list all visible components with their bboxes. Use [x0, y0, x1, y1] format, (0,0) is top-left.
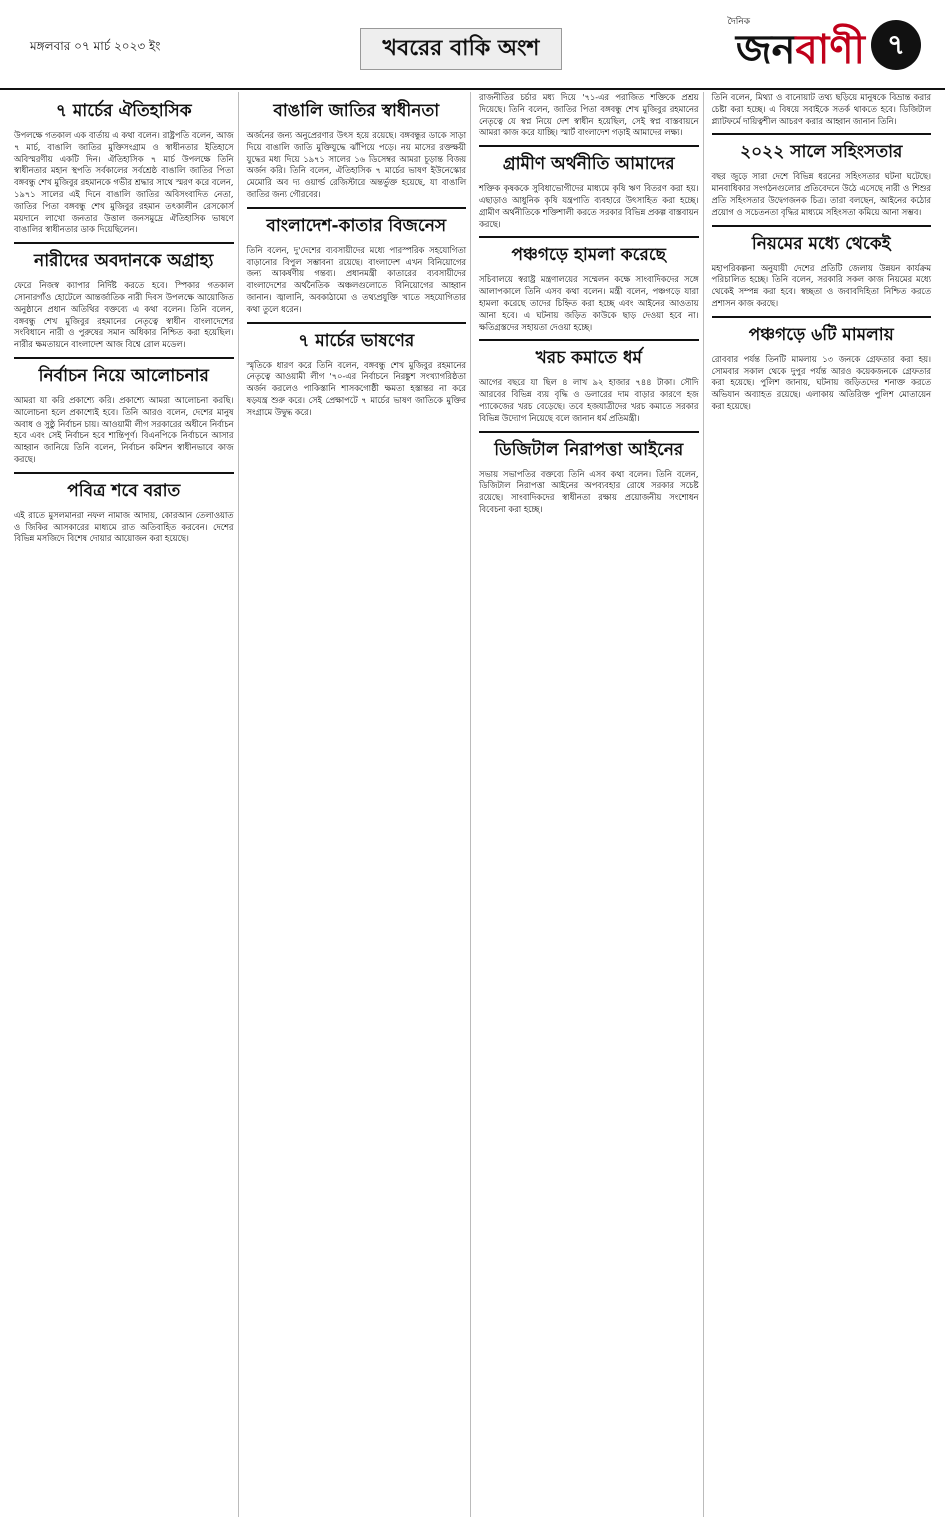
article — [479, 236, 699, 333]
logo-part-one: জন — [735, 27, 796, 73]
article — [247, 98, 467, 201]
article — [14, 242, 234, 351]
article-body: রোববার পর্যন্ত তিনটি মামলায় ১৩ জনকে গ্রেফতার করা হয়। সোমবার সকাল থেকে দুপুর পর্যন্ত আরও কয়েকজনকে গ্রেফতার করা হয়েছে। পুলিশ জানায়, ঘটনায় জড়িতদের শনাক্ত করতে অভিযান অব্যাহত রয়েছে। এলাকায় অতিরিক্ত পুলিশ মোতায়েন করা হয়েছে। — [711, 353, 931, 411]
article — [14, 357, 234, 466]
article — [14, 472, 234, 545]
article — [479, 92, 699, 139]
article-body: বছর জুড়ে সারা দেশে বিভিন্ন ধরনের সহিংসতার ঘটনা ঘটেছে। মানবাধিকার সংগঠনগুলোর প্রতিবেদনে উঠে এসেছে নারী ও শিশুর প্রতি সহিংসতার উদ্বেগজনক চিত্র। তারা বলছেন, আইনের কঠোর প্রয়োগ ও সচেতনতা বৃদ্ধির মাধ্যমে সহিংসতা কমিয়ে আনা সম্ভব। — [711, 171, 931, 217]
article-headline: পঞ্চগড়ে হামলা করেছে — [479, 236, 699, 270]
article-body: সভায় সভাপতির বক্তব্যে তিনি এসব কথা বলেন। তিনি বলেন, ডিজিটাল নিরাপত্তা আইনের অপব্যবহার রোধে সরকার সচেষ্ট রয়েছে। সাংবাদিকদের স্বাধীনতা রক্ষায় প্রয়োজনীয় সংশোধন বিবেচনা করা হচ্ছে। — [479, 468, 699, 514]
article-headline: নারীদের অবদানকে অগ্রাহ্য — [14, 242, 234, 276]
article-body: রাজনীতির চর্চার মধ্য দিয়ে '৭১-এর পরাজিত শক্তিকে প্রশ্রয় দিয়েছে। তিনি বলেন, জাতির পিতা বঙ্গবন্ধু শেখ মুজিবুর রহমানের নেতৃত্বে যে স্বপ্ন নিয়ে দেশ স্বাধীন হয়েছিল, সেই স্বপ্ন বাস্তবায়নে আমরা কাজ করে যাচ্ছি। স্মার্ট বাংলাদেশ গড়াই আমাদের লক্ষ্য। — [479, 92, 699, 138]
article — [247, 207, 467, 316]
article-columns — [10, 92, 935, 1517]
article — [712, 133, 932, 218]
article-headline: বাংলাদেশ-কাতার বিজনেস — [247, 207, 467, 241]
article-body: এই রাতে মুসলমানরা নফল নামাজ আদায়, কোরআন তেলাওয়াত ও জিকির আসকারের মাধ্যমে রাত অতিবাহিত করবেন। দেশের বিভিন্ন মসজিদে বিশেষ দোয়ার আয়োজন করা হয়েছে। — [14, 509, 234, 544]
column-1 — [10, 92, 239, 1517]
article-body: স্মৃতিকে ধারণ করে তিনি বলেন, বঙ্গবন্ধু শেখ মুজিবুর রহমানের নেতৃত্বে আওয়ামী লীগ '৭০-এর নির্বাচনে নিরঙ্কুশ সংখ্যাগরিষ্ঠতা অর্জন করলেও পাকিস্তানি শাসকগোষ্ঠী ক্ষমতা হস্তান্তর না করে ষড়যন্ত্র শুরু করে। সেই প্রেক্ষাপটে ৭ মার্চের ভাষণ জাতিকে মুক্তির সংগ্রামে উদ্বুদ্ধ করে। — [246, 359, 466, 417]
newspaper-logo — [736, 18, 865, 85]
article-body: উপলক্ষে গতকাল এক বার্তায় এ কথা বলেন। রাষ্ট্রপতি বলেন, আজ ৭ মার্চ, বাঙালি জাতির মুক্তিসংগ্রাম ও স্বাধীনতার ইতিহাসে অবিস্মরণীয় একটি দিন। ঐতিহাসিক ৭ মার্চ উপলক্ষে তিনি স্বাধীনতার মহান স্থপতি সর্বকালের সর্বশ্রেষ্ঠ বাঙালি জাতির পিতা বঙ্গবন্ধু শেখ মুজিবুর রহমানকে গভীর শ্রদ্ধার সাথে স্মরণ করে বলেন, ১৯৭১ সালের এই দিনে বাঙালি জাতির অবিসংবাদিত নেতা, জাতির পিতা বঙ্গবন্ধু শেখ মুজিবুর রহমান তৎকালীন রেসকোর্স ময়দানে লাখো জনতার উত্তাল জনসমুদ্রে ঐতিহাসিক ভাষণে বাঙালির স্বাধীনতার ডাক দিয়েছিলেন। — [14, 130, 234, 235]
article-body: আগের বছরে যা ছিল ৪ লাখ ৯২ হাজার ৭৪৪ টাকা। সৌদি আরবের বিভিন্ন ব্যয় বৃদ্ধি ও ডলারের দাম বাড়ার কারণে হজ প্যাকেজের খরচ বেড়েছে। তবে হজযাত্রীদের খরচ কমাতে সরকার বিভিন্ন উদ্যোগ নিয়েছে বলে জানান ধর্ম প্রতিমন্ত্রী। — [479, 377, 699, 423]
article-headline: ২০২২ সালে সহিংসতার — [712, 133, 932, 167]
column-4 — [708, 92, 936, 1517]
article-headline: পঞ্চগড়ে ৬টি মামলায় — [712, 316, 932, 350]
page-number: ৭ — [871, 20, 921, 70]
article-headline: পবিত্র শবে বরাত — [14, 472, 234, 506]
article-body: শক্তিক কৃষককে সুবিধাভোগীদের মাধ্যমে কৃষি ঋণ বিতরণ করা হয়। এছাড়াও আধুনিক কৃষি যন্ত্রপাতি ব্যবহারে উৎসাহিত করা হচ্ছে। গ্রামীণ অর্থনীতিকে শক্তিশালী করতে সরকার বিভিন্ন প্রকল্প বাস্তবায়ন করছে। — [479, 183, 699, 229]
article-headline: ডিজিটাল নিরাপত্তা আইনের — [479, 431, 699, 465]
section-banner: খবরের বাকি অংশ — [360, 28, 562, 70]
article-headline: গ্রামীণ অর্থনীতি আমাদের — [479, 145, 699, 179]
article-body: তিনি বলেন, মিথ্যা ও বানোয়াট তথ্য ছড়িয়ে মানুষকে বিভ্রান্ত করার চেষ্টা করা হচ্ছে। এ বিষয়ে সবাইকে সতর্ক থাকতে হবে। ডিজিটাল প্ল্যাটফর্মে দায়িত্বশীল আচরণ করার আহ্বান জানান তিনি। — [711, 92, 931, 126]
masthead — [0, 0, 945, 90]
article-headline: বাঙালি জাতির স্বাধীনতা — [273, 101, 440, 121]
article-headline: খরচ কমাতে ধর্ম — [479, 339, 699, 373]
article-body: আমরা যা করি প্রকাশ্যে করি। প্রকাশ্যে আমরা আলোচনা করছি। আলোচনা হলে প্রকাশ্যেই হবে। তিনি আরও বলেন, দেশের মানুষ অবাধ ও সুষ্ঠু নির্বাচন চায়। আওয়ামী লীগ সরকারের অধীনে নির্বাচন হবে এবং সেই নির্বাচন হবে শান্তিপূর্ণ। বিএনপিকে নির্বাচনে আসার আহ্বান জানিয়ে তিনি বলেন, নির্বাচন কমিশন স্বাধীনভাবে কাজ করছে। — [14, 394, 234, 464]
article — [712, 225, 932, 310]
article-headline: নির্বাচন নিয়ে আলোচনার — [14, 357, 234, 391]
article-body: অর্জনের জন্য অনুপ্রেরণার উৎস হয়ে রয়েছে। বঙ্গবন্ধুর ডাকে সাড়া দিয়ে বাঙালি জাতি মুক্তিযুদ্ধে ঝাঁপিয়ে পড়ে। নয় মাসের রক্তক্ষয়ী যুদ্ধের মধ্য দিয়ে ১৯৭১ সালের ১৬ ডিসেম্বর আমরা চূড়ান্ত বিজয় অর্জন করি। তিনি বলেন, ঐতিহাসিক ৭ মার্চের ভাষণ ইউনেস্কোর মেমোরি অব দ্য ওয়ার্ল্ড রেজিস্টারে অন্তর্ভুক্ত হয়েছে, যা বাঙালি জাতির জন্য গৌরবের। — [246, 130, 466, 199]
logo-part-two: বাণী — [795, 27, 865, 73]
column-3 — [475, 92, 704, 1517]
article-body: তিনি বলেন, দু'দেশের ব্যবসায়ীদের মধ্যে পারস্পরিক সহযোগিতা বাড়ানোর বিপুল সম্ভাবনা রয়েছে। বাংলাদেশ এখন বিনিয়োগের জন্য আকর্ষণীয় গন্তব্য। প্রধানমন্ত্রী কাতারের ব্যবসায়ীদের বাংলাদেশের অর্থনৈতিক অঞ্চলগুলোতে বিনিয়োগের আহ্বান জানান। জ্বালানি, অবকাঠামো ও তথ্যপ্রযুক্তি খাতে সহযোগিতার কথা তুলে ধরেন। — [246, 244, 466, 314]
issue-date: মঙ্গলবার ০৭ মার্চ ২০২৩ ইং — [30, 39, 161, 53]
article — [479, 145, 699, 230]
article-body: মহাপরিকল্পনা অনুযায়ী দেশের প্রতিটি জেলায় উন্নয়ন কার্যক্রম পরিচালিত হচ্ছে। তিনি বলেন, সরকারি সকল কাজ নিয়মের মধ্যে থেকেই সম্পন্ন করা হবে। স্বচ্ছতা ও জবাবদিহিতা নিশ্চিত করতে প্রশাসন কাজ করছে। — [711, 262, 931, 308]
article-body: সচিবালয়ে স্বরাষ্ট্র মন্ত্রণালয়ের সম্মেলন কক্ষে সাংবাদিকদের সঙ্গে আলাপকালে তিনি এসব কথা বলেন। মন্ত্রী বলেন, পঞ্চগড়ে যারা হামলা করেছে তাদের চিহ্নিত করা হচ্ছে এবং আইনের আওতায় আনা হবে। এ ঘটনায় জড়িত কাউকে ছাড় দেওয়া হবে না। ক্ষতিগ্রস্তদের সহায়তা দেওয়া হচ্ছে। — [479, 274, 699, 332]
article-body: ফেরে নিজস্ব ক্যাপার নির্দিষ্ট করতে হবে। স্পিকার গতকাল সোনারগাঁও হোটেলে আন্তর্জাতিক নারী দিবস উপলক্ষে আয়োজিত অনুষ্ঠানে প্রধান অতিথির বক্তব্যে এ কথা বলেন। তিনি বলেন, বঙ্গবন্ধু শেখ মুজিবুর রহমানের নেতৃত্বে স্বাধীন বাংলাদেশের সংবিধানে নারী ও পুরুষের সমান অধিকার নিশ্চিত করা হয়েছিল। নারীর ক্ষমতায়নে বাংলাদেশ আজ বিশ্বে রোল মডেল। — [14, 280, 234, 350]
article-headline: ৭ মার্চের ঐতিহাসিক — [55, 101, 192, 121]
article — [479, 431, 699, 516]
column-2 — [243, 92, 472, 1517]
article — [247, 322, 467, 419]
article-headline: নিয়মের মধ্যে থেকেই — [712, 225, 932, 259]
article — [712, 92, 932, 127]
article-headline: ৭ মার্চের ভাষণের — [247, 322, 467, 356]
article — [14, 98, 234, 236]
article — [479, 339, 699, 424]
logo-prefix: দৈনিক — [727, 17, 750, 27]
article — [712, 316, 932, 413]
